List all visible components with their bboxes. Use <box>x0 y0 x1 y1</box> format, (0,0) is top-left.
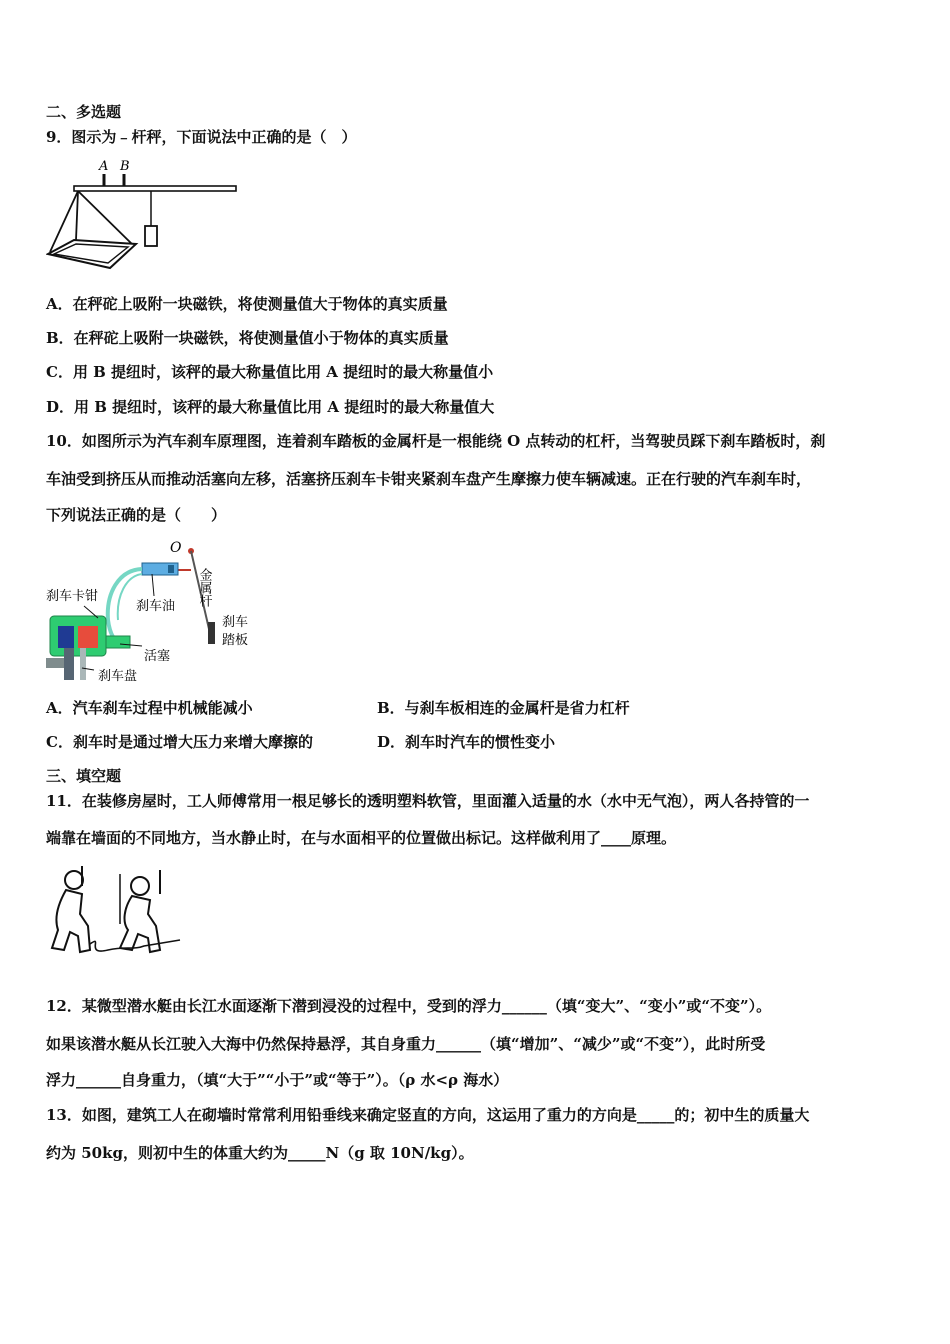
q10-option-a: A．汽车刹车过程中机械能减小 <box>46 699 253 717</box>
q9-counterweight <box>145 226 157 246</box>
q10-option-c: C．刹车时是通过增大压力来增大摩擦的 <box>46 733 313 751</box>
q10-stem-line3: 下列说法正确的是（ ） <box>46 506 227 524</box>
q10-label-disc: 刹车盘 <box>98 669 138 684</box>
q10-pedal <box>208 622 215 644</box>
q9-option-b: B．在秤砣上吸附一块磁铁，将使测量值小于物体的真实质量 <box>46 329 449 347</box>
q11-stem-line2: 端靠在墙面的不同地方，当水静止时，在与水面相平的位置做出标记。这样做利用了____原理。 <box>46 829 677 847</box>
q10-label-piston: 活塞 <box>144 649 171 664</box>
q12-stem-line2: 如果该潜水艇从长江驶入大海中仍然保持悬浮，其自身重力______（填“增加”、“减少”或“不变”），此时所受 <box>46 1035 766 1053</box>
q9-option-c: C．用 B 提纽时，该秤的最大称量值比用 A 提纽时的最大称量值小 <box>46 363 494 381</box>
q9-option-a: A．在秤砣上吸附一块磁铁，将使测量值大于物体的真实质量 <box>46 295 448 313</box>
q10-stem-line2: 车油受到挤压从而推动活塞向左移，活塞挤压刹车卡钳夹紧刹车盘产生摩擦力使车辆减速。正在行驶的汽车刹车时， <box>46 470 812 488</box>
q10-option-d: D．刹车时汽车的惯性变小 <box>377 733 556 751</box>
q10-label-o: O <box>170 540 182 556</box>
section-title-fill-blank: 三、填空题 <box>46 767 122 785</box>
q9-stem: 9．图示为﹣杆秤，下面说法中正确的是（ ） <box>46 128 357 146</box>
q10-label-caliper: 刹车卡钳 <box>46 589 99 604</box>
q10-option-b: B．与刹车板相连的金属杆是省力杠杆 <box>377 699 630 717</box>
q13-stem-line2: 约为 50kg，则初中生的体重大约为_____N（g 取 10N/kg）。 <box>46 1144 474 1162</box>
q9-label-a: A <box>99 159 109 174</box>
q10-label-metal-rod: 金属杆 <box>196 568 212 607</box>
q10-label-pedal-1: 刹车 <box>222 615 249 630</box>
q12-stem-line1: 12．某微型潜水艇由长江水面逐渐下潜到浸没的过程中，受到的浮力______（填“变大”、“变小”或“不变”）。 <box>46 997 772 1015</box>
q10-label-oil: 刹车油 <box>136 599 176 614</box>
q12-stem-line3: 浮力______自身重力，（填“大于”“小于”或“等于”）。（ρ 水<ρ 海水） <box>46 1071 509 1089</box>
q11-workers-figure <box>44 864 184 956</box>
q9-option-d: D．用 B 提纽时，该秤的最大称量值比用 A 提纽时的最大称量值大 <box>46 398 495 416</box>
q11-stem-line1: 11．在装修房屋时，工人师傅常用一根足够长的透明塑料软管，里面灌入适量的水（水中无气泡），两人各持管的一 <box>46 792 810 810</box>
q10-label-pedal-2: 踏板 <box>222 633 249 648</box>
q13-stem-line1: 13．如图，建筑工人在砌墙时常常利用铅垂线来确定竖直的方向，这运用了重力的方向是_____的；初中生的质量大 <box>46 1106 810 1124</box>
q9-label-b: B <box>120 159 130 174</box>
q10-brake-figure <box>44 536 264 684</box>
q10-stem-line1: 10．如图所示为汽车刹车原理图，连着刹车踏板的金属杆是一根能绕 O 点转动的杠杆，当驾驶员踩下刹车踏板时，刹 <box>46 432 826 450</box>
q9-steelyard-figure <box>46 156 246 272</box>
section-title-multiple-choice: 二、多选题 <box>46 103 122 121</box>
